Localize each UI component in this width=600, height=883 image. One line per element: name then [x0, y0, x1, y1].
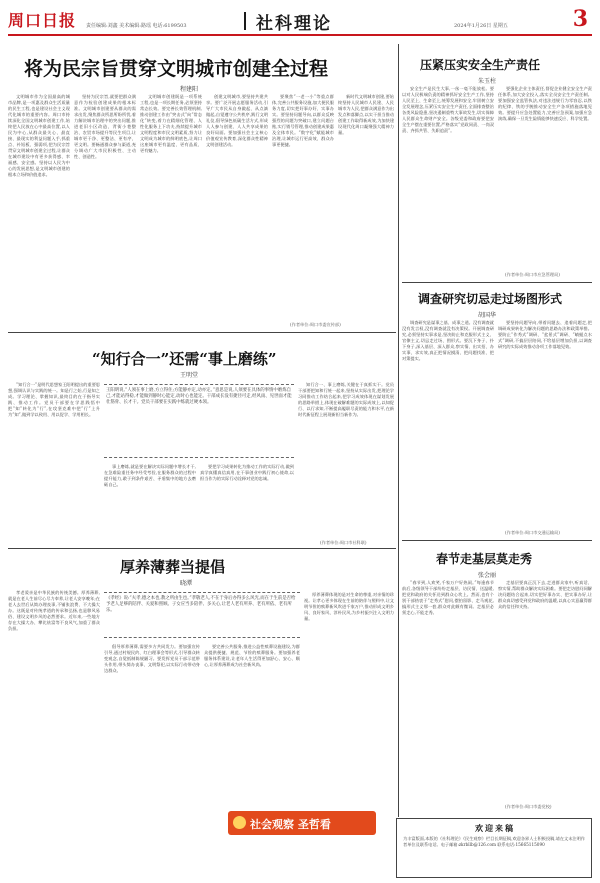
article3-title: 调查研究切忌走过场图形式	[418, 292, 563, 306]
banner-text: 社会观察 圣哲看	[250, 818, 331, 831]
section-divider-3	[402, 540, 592, 541]
call-for-submissions-box	[396, 818, 592, 878]
article4-quote-box: 王阳明说,“人须在事上磨,方立得住;方能静亦定,动亦定。”意思是说,人须要在具体的事情中磨炼自己,才能站得稳,才能做到静时心能定,动时心也能定。干部成长没有捷径可走,经风雨、见世面才能壮筋骨、长才干。党员干部要在实践中练就过硬本领。	[104, 384, 294, 458]
article2-column-2: 要强化企业主体责任,督促企业健全安全生产责任体系,加大安全投入,落实全员安全生产责任制。要加强安全监管执法,对违法违规行为零容忍,以铁的纪律、铁的手腕推动安全生产各项措施落地见效。要提升应急处置能力,完善应急预案,加强应急演练,确保一旦发生险情能够快速反应、科学处置。	[498, 86, 592, 121]
article3-column-1: 调查研究是谋事之基、成事之道。没有调查就没有发言权,没有调查就没有决策权。开展调查研究,必须坚持实事求是,坚决防止和克服形式主义、官僚主义,切忌走过场、图形式。要沉下身子、扑下身子,深入基层、深入群众,察实情、出实招、办实事、求实效,真正把情况摸清、把问题找准、把对策提实。	[402, 320, 494, 361]
article3-column-2: 要坚持问题导向,带着问题去、追着问题走,把调研成果转化为解决问题的思路办法和政策举措。要防止“作秀式”调研、“盆景式”调研、“蜻蜓点水式”调研,不搞层层陪同,不给基层增加负担,以调查研究的实际成效推动各项工作落地见效。	[498, 320, 592, 349]
article5-author: 晓潭	[180, 580, 193, 587]
newspaper-logo: 周口日报	[8, 11, 77, 30]
section-divider-2	[402, 282, 592, 283]
society-observation-banner	[228, 811, 376, 835]
article5-title: 厚养薄葬当提倡	[120, 558, 226, 576]
section-divider-1	[8, 332, 396, 333]
article6-column-1: “春节到,人欢笑,千家万户好热闹。”每逢春节前后,各级领导干部纷纷走基层、访民情、送温暖,把党和政府的关怀送到群众心坎上。然而,也有个别干部热衷于“走秀式”慰问,摆拍留影、走马观花,搞形式主义那一套,群众对此颇有微词。走基层必须走心,不能走秀。	[402, 580, 494, 615]
main-article-author: 程建阳	[180, 86, 199, 93]
section-divider	[244, 12, 246, 30]
article4-column-3: 要把学习成果转化为推动工作的实际行动,做到真学真懂真信真用,在干事创业中践行初心使命,以担当作为的实际行动诠释对党的忠诚。	[200, 464, 294, 481]
main-article-column-6: 新时代文明城市创建,要始终坚持人民城市人民建、人民城市为人民,把群众满意作为出发点和落脚点,以实干担当推动创建工作取得新成效,为加快建设现代化周口凝聚强大精神力量。	[338, 94, 394, 135]
article4-column-1: “知行合一”是明代思想家王阳明提出的重要思想,强调认识与实践的统一。知是行之始,行是知之成。学习理论、掌握知识,最终目的在于指导实践、推动工作。党员干部要在学思践悟中把“知”转化为“行”,在攻坚克难中把“行”上升为“知”,做到学以致用、用以促学、学用相长。	[8, 382, 100, 417]
main-article-note: (作者单位:周口市委宣传部)	[290, 322, 341, 327]
section-divider-4	[8, 548, 396, 549]
article5-quote-box: 《孝经》说:“夫孝,德之本也,教之所由生也。”孝敬老人,不在于身后办得多么风光,而在于生前是否给予老人足够的陪伴、关爱和照顾。子女应当多陪伴、多关心,让老人老有所养、老有所依、老有所乐。	[104, 592, 300, 638]
section-title: 社科理论	[256, 14, 332, 34]
main-article-title: 将为民宗旨贯穿文明城市创建全过程	[24, 58, 329, 80]
article5-column-2: 倡导厚养薄葬,需要多方共同发力。要加强宣传引导,通过村规民约、红白理事会等形式,引导群众转变观念,自觉抵制陈规陋习。要发挥党员干部示范带头作用,带头简办丧事、文明祭祀,以实际行动带动身边群众。	[104, 644, 200, 673]
staff-info: 责任编辑:刘鑫 美术编辑:路瑶 电话:6199503	[86, 23, 187, 29]
article4-column-4: 知行合一、事上磨练,关键在于真抓实干。党员干部要把知和行统一起来,坚持从实际出发,把理论学习同推动工作结合起来,把学习成效体现在谋划发展的思路举措上,体现在破解难题的实际成效上,以知促行、以行求知,不断提高履职尽责的能力和水平,在新时代新征程上展现新担当新作为。	[298, 382, 394, 417]
article4-column-2: 事上磨练,就是要在解决实际问题中增长才干,在急难险重任务中经受考验,在服务群众的过程中提升能力,敢于到条件艰苦、矛盾集中的地方去磨砺自己。	[104, 464, 196, 487]
banner-emblem-icon	[233, 816, 246, 829]
call-for-submissions-title: 欢迎来稿	[475, 823, 515, 833]
call-for-submissions-text: 为丰富版面,本版的《社科理论》《民生观察》栏目长期征稿,欢迎各界人士积极投稿,请在文末注明作者单位及联系电话。电子邮箱:zkrbllb@126.com 联系电话:15665115090	[403, 836, 585, 847]
article2-column-1: 安全生产是民生大事,一丝一毫不能放松。要以对人民极端负责的精神抓好安全生产工作,坚持人民至上、生命至上,统筹发展和安全,牢固树立安全发展理念,压紧压实安全生产责任,全面排查整治各类风险隐患,坚决遏制重特大事故发生,切实保障人民群众生命财产安全。各级党委和政府要把安全生产摆在重要位置,严格落实“党政同责、一岗双责、齐抓共管、失职追责”。	[402, 86, 494, 133]
article6-author: 张会丽	[478, 572, 497, 579]
article6-note: (作者单位:周口市委党校)	[505, 804, 552, 809]
article4-note: (作者单位:周口市社科联)	[320, 540, 367, 545]
masthead	[8, 6, 592, 36]
article2-author: 朱玉柱	[478, 78, 497, 85]
main-article-column-2: 坚持为民宗旨,就要把群众满意作为检验创建成果的根本标准。文明城市创建要从群众的需求出发,聚焦群众所思所盼所忧,着力解决城市治理中的突出问题,推进老旧小区改造、背街小巷整治、农贸市场提升等民生项目,让城市更干净、更整洁、更有序、更文明。要畅通群众参与渠道,充分调动广大市民积极性、主动性、创造性。	[74, 94, 136, 159]
main-article-column-1: 文明城市作为全国最高的城市品牌,是一项惠及群众生活质量的民生工程,也是建设社会主义现代化城市的重要内容。周口市持续深化全国文明城市创建工作,始终把人民放在心中最高位置,以人民为中心,从群众最关心、最直接、最现实的利益问题入手,抓重点、补短板、强弱项,把为民宗旨贯穿文明城市创建全过程,让群众在城市建设中有更多获得感、幸福感、安全感。坚持以人民为中心的发展思想,是文明城市创建的根本立场和价值追求。	[8, 94, 70, 177]
article3-note: (作者单位:周口市交通运输局)	[505, 530, 560, 535]
main-article-column-4: 创建文明城市,要坚持共建共享。要广泛开展志愿服务活动,引导广大市民从自身做起、从点滴做起,自觉遵守公共秩序,践行文明礼仪,倡导绿色低碳生活方式,形成人人参与创建、人人共享成果的良好局面。要加强社会主义核心价值观宣传教育,深化群众性精神文明创建活动。	[206, 94, 268, 147]
article5-column-4: 厚养薄葬体现的是对生命的尊重,对亲情的珍视。让孝心更多体现在生前的陪伴与照料中,让文明节俭的殡葬新风吹进千家万户,推动形成文明乡风、良好家风、淳朴民风,为乡村振兴注入文明力量。	[304, 592, 394, 621]
article6-column-2: 走基层要真正沉下去,走进群众家中,听真话、察实情,帮助群众解决实际困难。要把走访慰问同解决问题结合起来,切实把好事办实、把实事办好,让群众真切感受到党和政府的温暖,以真心实意赢得群众的信任和支持。	[498, 580, 592, 609]
page-number: 3	[572, 6, 588, 32]
article4-author: 王明堂	[180, 372, 199, 379]
article6-title: 春节走基层莫走秀	[436, 552, 533, 566]
article2-note: (作者单位:周口市应急管理局)	[505, 272, 560, 277]
article3-author: 胡国华	[478, 312, 497, 319]
issue-date: 2024年1月26日 星期五	[454, 23, 508, 29]
article4-title: “知行合一”还需“事上磨练”	[92, 350, 277, 368]
article5-column-1: 孝老爱亲是中华民族的传统美德。厚养薄葬,就是在老人生前尽心尽力奉养,让老人安享晚年;在老人去世后从简办理丧事,不铺张浪费、不大操大办。这既是对传统孝道的传承和弘扬,也是移风易俗、建设文明乡风的必然要求。近年来,一些地方存在大操大办、攀比炫富等不良风气,加重了群众负担。	[8, 590, 100, 631]
article5-column-3: 要完善公共服务,推进公益性殡葬设施建设,为群众提供便捷、规范、节俭的殡葬服务。要加强养老服务体系建设,让老年人生活得更加舒心、安心、顺心,让厚养薄葬成为社会新风尚。	[204, 644, 300, 667]
main-article-column-3: 文明城市创建既是一项系统工程,也是一项长期任务,必须坚持常态长效。要完善长效管理机制,推动创建工作由“突击式”向“常态化”转变,着力在精细化管理、人性化服务上下功夫,持续提升城市文明程度和市民文明素质,努力让文明成为城市的鲜明底色,让周口这座城市更有温度、更有品质、更有魅力。	[140, 94, 202, 153]
column-divider	[398, 44, 399, 817]
article2-title: 压紧压实安全生产责任	[420, 58, 541, 72]
main-article-column-5: 要聚焦“一老一小”等重点群体,完善公共服务设施,加大便民服务力度,切实把好事办好、实事办实。要坚持问题导向,以群众反映强烈的问题为突破口,建立问题台账,实行销号管理,推动创建成果惠及全体市民。“数字化”赋能城市治理,让城市运行更高效、群众办事更便捷。	[272, 94, 334, 147]
